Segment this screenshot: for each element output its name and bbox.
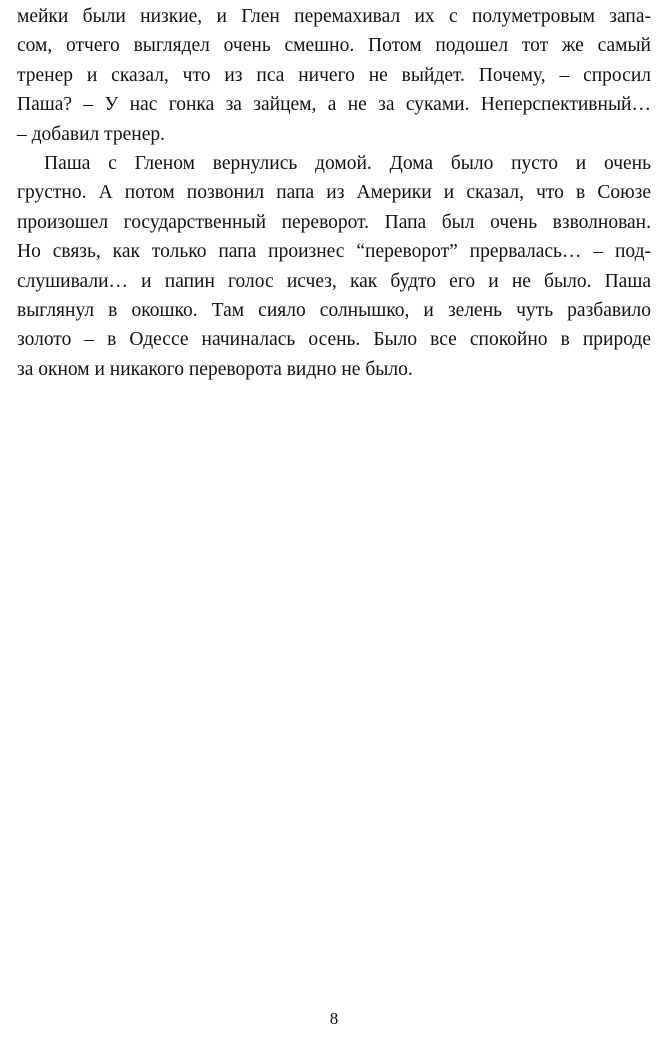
text-line: грустно. А потом позвонил папа из Америки и сказал, что в Союзе bbox=[17, 182, 651, 204]
text-line: выглянул в окошко. Там сияло солнышко, и зелень чуть разбавило bbox=[17, 299, 651, 321]
text-line: Паша? – У нас гонка за зайцем, а не за суками. Неперспективный… bbox=[17, 94, 651, 116]
paragraph-1 bbox=[17, 2, 651, 149]
text-line: сом, отчего выглядел очень смешно. Потом подошел тот же самый bbox=[17, 35, 651, 57]
text-line: – добавил тренер. bbox=[17, 123, 166, 145]
text-line: слушивали… и папин голос исчез, как будто его и не было. Паша bbox=[17, 270, 651, 292]
page-number: 8 bbox=[329, 1009, 339, 1028]
paragraph-2 bbox=[17, 149, 651, 384]
page-body bbox=[17, 2, 651, 384]
text-line: Паша с Гленом вернулись домой. Дома было пусто и очень bbox=[44, 152, 651, 174]
text-line: золото – в Одессе начиналась осень. Было все спокойно в природе bbox=[17, 329, 651, 351]
text-line: за окном и никакого переворота видно не было. bbox=[17, 358, 413, 380]
text-line: произошел государственный переворот. Папа был очень взволнован. bbox=[17, 211, 651, 233]
text-line: мейки были низкие, и Глен перемахивал их с полуметровым запа- bbox=[17, 6, 651, 27]
text-line: тренер и сказал, что из пса ничего не выйдет. Почему, – спросил bbox=[17, 64, 651, 86]
text-line: Но связь, как только папа произнес “переворот” прервалась… – под- bbox=[17, 241, 651, 263]
